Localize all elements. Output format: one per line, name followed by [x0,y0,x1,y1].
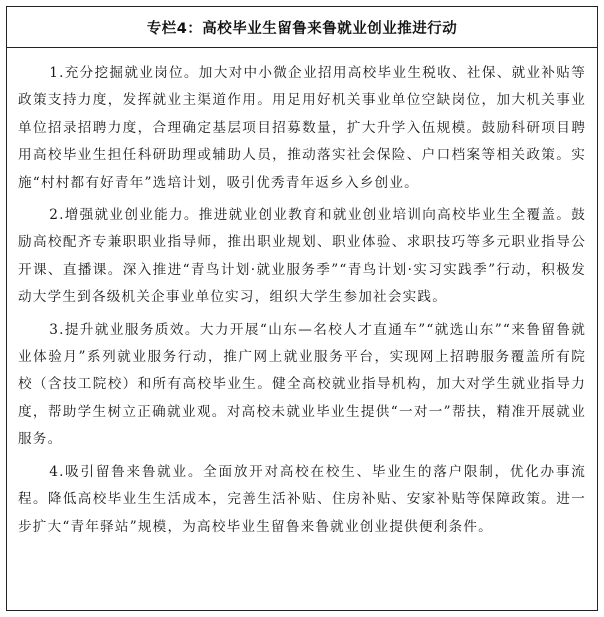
paragraph-employment-service: 3.提升就业服务质效。大力开展“山东—名校人才直通车”“就选山东”“来鲁留鲁就业体验月”系列就业服务行动，推广网上就业服务平台，实现网上招聘服务覆盖所有院校（含技工院校）和所有高校毕业生。健全高校就业指导机构，加大对学生就业指导力度，帮助学生树立正确就业观。对高校未就业毕业生提供“一对一”帮扶，精准开展就业服务。 [18,321,586,448]
paragraph-attract-employment: 4.吸引留鲁来鲁就业。全面放开对高校在校生、毕业生的落户限制，优化办事流程。降低高校毕业生生活成本，完善生活补贴、住房补贴、安家补贴等保障政策。进一步扩大“青年驿站”规模，为高校毕业生留鲁来鲁就业创业提供便利条件。 [18,463,586,535]
paragraph-employment-ability: 2.增强就业创业能力。推进就业创业教育和就业创业培训向高校毕业生全覆盖。鼓励高校配齐专兼职职业指导师，推出职业规划、职业体验、求职技巧等多元职业指导公开课、直播课。深入推进“青鸟计划·就业服务季”“青鸟计划·实习实践季”行动，积极发动大学生到各级机关企事业单位实习，组织大学生参加社会实践。 [18,207,586,306]
column-content [7,48,597,541]
column-box [6,6,598,611]
paragraph-job-positions: 1.充分挖掘就业岗位。加大对中小微企业招用高校毕业生税收、社保、就业补贴等政策支持力度，发挥就业主渠道作用。用足用好机关事业单位空缺岗位，加大机关事业单位招录招聘力度，合理确定基层项目招募数量，扩大升学入伍规模。鼓励科研项目聘用高校毕业生担任科研助理或辅助人员，推动落实社会保险、户口档案等相关政策。实施“村村都有好青年”选培计划，吸引优秀青年返乡入乡创业。 [18,65,586,191]
column-title: 专栏4：高校毕业生留鲁来鲁就业创业推进行动 [7,7,597,48]
